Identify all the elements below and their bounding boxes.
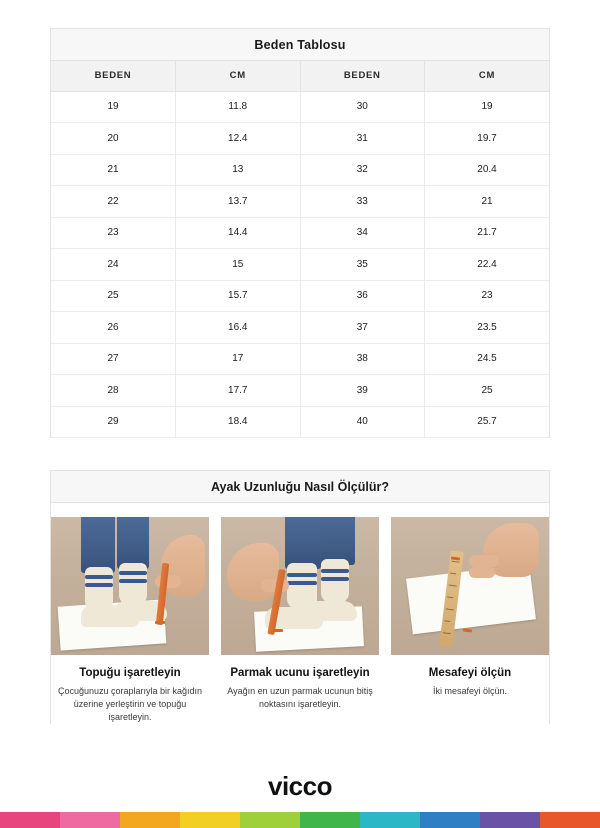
cell-cm-small: 12.4 bbox=[176, 123, 301, 155]
step-heading: Mesafeyi ölçün bbox=[428, 667, 512, 679]
color-swatch bbox=[480, 812, 540, 828]
column-header-cm-1: CM bbox=[176, 61, 301, 91]
table-row bbox=[51, 249, 549, 281]
cell-size-eu-small: 22 bbox=[51, 186, 176, 218]
cell-size-eu-large: 36 bbox=[300, 280, 425, 312]
cell-cm-large: 19.7 bbox=[425, 123, 550, 155]
cell-cm-small: 17 bbox=[176, 343, 301, 375]
cell-cm-large: 22.4 bbox=[425, 249, 550, 281]
cell-cm-small: 17.7 bbox=[176, 375, 301, 407]
cell-cm-small: 11.8 bbox=[176, 91, 301, 123]
size-table bbox=[51, 61, 549, 438]
cell-cm-large: 19 bbox=[425, 91, 550, 123]
size-guide-page bbox=[0, 28, 600, 828]
cell-cm-large: 23 bbox=[425, 280, 550, 312]
cell-size-eu-small: 26 bbox=[51, 312, 176, 344]
cell-size-eu-small: 27 bbox=[51, 343, 176, 375]
cell-cm-small: 18.4 bbox=[176, 406, 301, 438]
cell-size-eu-small: 24 bbox=[51, 249, 176, 281]
cell-cm-small: 15.7 bbox=[176, 280, 301, 312]
table-row bbox=[51, 154, 549, 186]
how-to-measure-title: Ayak Uzunluğu Nasıl Ölçülür? bbox=[51, 471, 549, 503]
color-swatch bbox=[60, 812, 120, 828]
color-swatch bbox=[120, 812, 180, 828]
table-row bbox=[51, 312, 549, 344]
color-swatch bbox=[300, 812, 360, 828]
step-heading: Parmak ucunu işaretleyin bbox=[230, 667, 370, 679]
step-heading: Topuğu işaretleyin bbox=[79, 667, 181, 679]
size-table-title: Beden Tablosu bbox=[51, 29, 549, 61]
cell-size-eu-small: 21 bbox=[51, 154, 176, 186]
table-row bbox=[51, 280, 549, 312]
cell-cm-small: 15 bbox=[176, 249, 301, 281]
cell-size-eu-small: 28 bbox=[51, 375, 176, 407]
heel-marking-photo bbox=[51, 517, 209, 655]
cell-size-eu-large: 40 bbox=[300, 406, 425, 438]
table-row bbox=[51, 217, 549, 249]
cell-cm-large: 24.5 bbox=[425, 343, 550, 375]
cell-size-eu-large: 38 bbox=[300, 343, 425, 375]
cell-size-eu-small: 25 bbox=[51, 280, 176, 312]
table-row bbox=[51, 123, 549, 155]
cell-cm-small: 14.4 bbox=[176, 217, 301, 249]
cell-size-eu-small: 23 bbox=[51, 217, 176, 249]
table-row bbox=[51, 375, 549, 407]
list-item bbox=[391, 517, 549, 724]
cell-size-eu-small: 20 bbox=[51, 123, 176, 155]
how-to-steps bbox=[51, 503, 549, 724]
cell-size-eu-small: 29 bbox=[51, 406, 176, 438]
table-header-row bbox=[51, 61, 549, 91]
cell-size-eu-large: 31 bbox=[300, 123, 425, 155]
table-row bbox=[51, 91, 549, 123]
toe-marking-photo bbox=[221, 517, 379, 655]
cell-size-eu-large: 33 bbox=[300, 186, 425, 218]
cell-size-eu-large: 34 bbox=[300, 217, 425, 249]
color-swatch bbox=[420, 812, 480, 828]
color-swatch bbox=[540, 812, 600, 828]
cell-cm-large: 20.4 bbox=[425, 154, 550, 186]
brand-logo: vicco bbox=[268, 771, 332, 801]
cell-size-eu-large: 30 bbox=[300, 91, 425, 123]
column-header-beden-2: BEDEN bbox=[300, 61, 425, 91]
table-row bbox=[51, 343, 549, 375]
cell-cm-large: 23.5 bbox=[425, 312, 550, 344]
cell-cm-large: 21.7 bbox=[425, 217, 550, 249]
cell-size-eu-small: 19 bbox=[51, 91, 176, 123]
cell-size-eu-large: 32 bbox=[300, 154, 425, 186]
size-table-section bbox=[50, 28, 550, 438]
cell-cm-large: 25.7 bbox=[425, 406, 550, 438]
cell-size-eu-large: 37 bbox=[300, 312, 425, 344]
list-item bbox=[221, 517, 379, 724]
cell-size-eu-large: 35 bbox=[300, 249, 425, 281]
color-swatch bbox=[360, 812, 420, 828]
color-swatch bbox=[240, 812, 300, 828]
brand-color-bar bbox=[0, 812, 600, 828]
how-to-measure-section bbox=[50, 470, 550, 724]
table-row bbox=[51, 406, 549, 438]
cell-cm-small: 13 bbox=[176, 154, 301, 186]
column-header-beden-1: BEDEN bbox=[51, 61, 176, 91]
list-item bbox=[51, 517, 209, 724]
ruler-measure-photo bbox=[391, 517, 549, 655]
color-swatch bbox=[0, 812, 60, 828]
color-swatch bbox=[180, 812, 240, 828]
step-description: İki mesafeyi ölçün. bbox=[432, 686, 508, 696]
table-row bbox=[51, 186, 549, 218]
cell-cm-large: 21 bbox=[425, 186, 550, 218]
step-description: Ayağın en uzun parmak ucunun bitiş noktasını işaretleyin. bbox=[227, 686, 373, 710]
cell-size-eu-large: 39 bbox=[300, 375, 425, 407]
cell-cm-small: 13.7 bbox=[176, 186, 301, 218]
step-description: Çocuğunuzu çoraplarıyla bir kağıdın üzerine yerleştirin ve topuğu işaretleyin. bbox=[57, 686, 203, 723]
cell-cm-small: 16.4 bbox=[176, 312, 301, 344]
cell-cm-large: 25 bbox=[425, 375, 550, 407]
column-header-cm-2: CM bbox=[425, 61, 550, 91]
